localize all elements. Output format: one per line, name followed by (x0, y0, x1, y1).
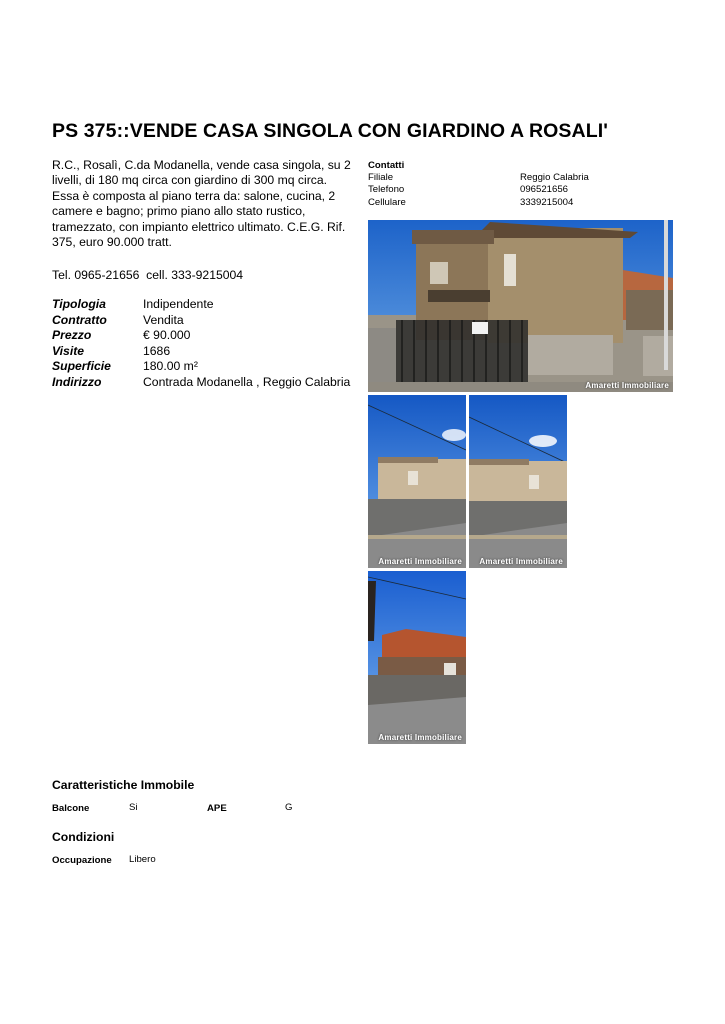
house-roof-illustration (368, 571, 466, 744)
property-row-visite (52, 344, 350, 360)
description-line: R.C., Rosalì, C.da Modanella, vende casa singola, su 2 (52, 158, 351, 172)
conditions-heading: Condizioni (52, 830, 115, 844)
property-row-superficie (52, 359, 350, 375)
property-label: Superficie (52, 359, 111, 373)
contact-value: 3339215004 (520, 196, 574, 208)
contacts-heading: Contatti (368, 160, 405, 171)
property-row-contratto (52, 313, 350, 329)
feature-value-ape: G (285, 802, 293, 813)
property-label: Prezzo (52, 328, 92, 342)
property-value: 180.00 m² (143, 359, 198, 373)
listing-description (52, 158, 362, 250)
description-line: Essa è composta al piano terra da: salone, cucina, 2 (52, 188, 336, 203)
photo-watermark: Amaretti Immobiliare (378, 733, 462, 742)
property-row-indirizzo (52, 375, 350, 391)
feature-value-balcone: Si (129, 802, 138, 813)
contact-value: Reggio Calabria (520, 172, 589, 184)
property-label: Tipologia (52, 297, 106, 311)
property-photo-thumb-1[interactable] (368, 395, 466, 568)
property-value: 1686 (143, 343, 171, 358)
photo-watermark: Amaretti Immobiliare (585, 381, 669, 390)
property-details (52, 297, 350, 390)
property-label: Indirizzo (52, 374, 102, 389)
photo-watermark: Amaretti Immobiliare (378, 557, 462, 566)
contacts-box (368, 160, 673, 209)
contact-row-filiale (368, 172, 673, 184)
property-photo-thumb-2[interactable] (469, 395, 567, 568)
phone-line: Tel. 0965-21656 cell. 333-9215004 (52, 268, 244, 282)
property-photo-thumb-3[interactable] (368, 571, 466, 744)
description-line: camere e bagno; primo piano allo stato rustico, (52, 204, 306, 219)
property-value: Vendita (143, 312, 184, 327)
contact-label: Cellulare (368, 196, 406, 208)
feature-label-ape: APE (207, 803, 227, 814)
property-photo-main[interactable] (368, 220, 673, 392)
features-heading: Caratteristiche Immobile (52, 778, 195, 792)
property-value: € 90.000 (143, 328, 191, 342)
description-line: livelli, di 180 mq circa con giardino di 300 mq circa. (52, 173, 328, 188)
property-row-tipologia (52, 297, 350, 313)
house-side-illustration (368, 395, 466, 568)
description-line: tramezzato, con impianto elettrico ultimato. C.E.G. Rif. (52, 219, 346, 234)
contact-label: Filiale (368, 172, 394, 184)
contact-row-telefono (368, 184, 673, 196)
photo-watermark: Amaretti Immobiliare (479, 557, 563, 566)
house-front-illustration (368, 220, 673, 392)
property-label: Contratto (52, 312, 107, 327)
property-row-prezzo (52, 328, 350, 344)
description-line: 375, euro 90.000 tratt. (52, 235, 172, 250)
contact-row-cellulare (368, 197, 673, 209)
property-value: Contrada Modanella , Reggio Calabria (143, 374, 351, 389)
contact-label: Telefono (368, 184, 405, 196)
listing-title: PS 375::VENDE CASA SINGOLA CON GIARDINO A ROSALI' (52, 120, 608, 142)
condition-label-occupazione: Occupazione (52, 855, 112, 866)
property-value: Indipendente (143, 297, 214, 311)
property-label: Visite (52, 343, 85, 358)
condition-value-occupazione: Libero (129, 854, 156, 865)
contact-value: 096521656 (520, 184, 569, 196)
house-side-illustration (469, 395, 567, 568)
feature-label-balcone: Balcone (52, 803, 90, 814)
